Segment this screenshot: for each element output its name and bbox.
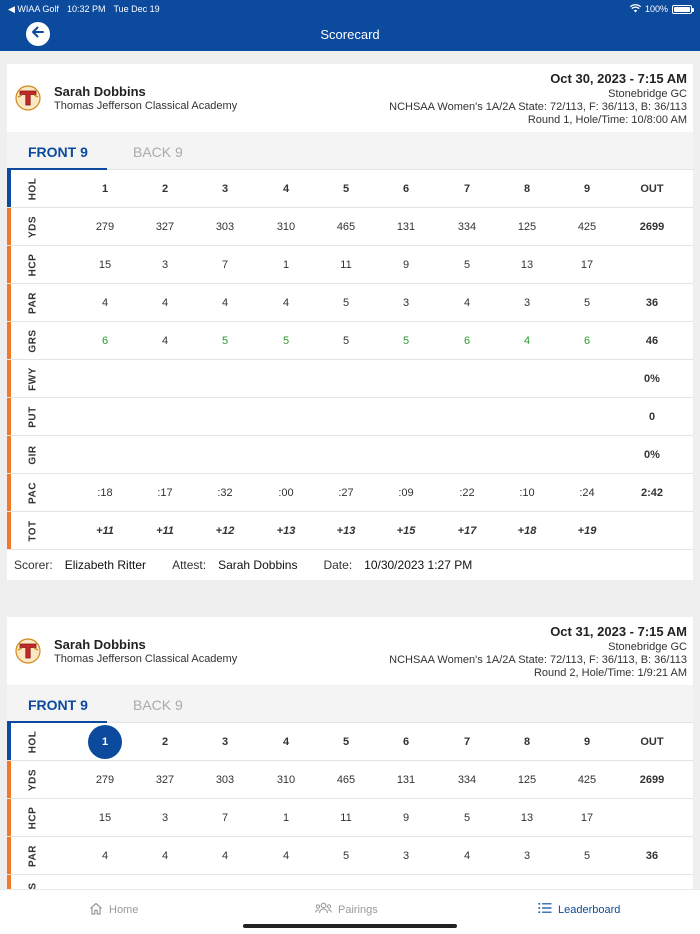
score-cell: 125 [517,220,537,233]
row-total [627,512,677,549]
status-time: 10:32 PM [66,3,106,14]
score-cell: 15 [98,258,112,271]
score-cell [80,360,130,397]
score-cell: 334 [457,220,477,233]
score-cell: 13 [520,258,534,271]
row-total [627,799,677,836]
score-cell: 310 [276,773,296,786]
row-accent-bar [7,436,11,473]
score-row-yds [7,208,693,246]
player-school: Thomas Jefferson Classical Academy [54,653,238,665]
row-accent-bar [7,208,11,245]
score-row-hcp [7,246,693,284]
score-cell: 334 [457,773,477,786]
round-date: Oct 30, 2023 - 7:15 AM [550,71,687,86]
score-row-yds [7,761,693,799]
score-cell: 3 [402,296,410,309]
row-label: PAC [27,481,39,504]
score-cell: +17 [457,524,477,537]
score-row-par [7,837,693,875]
row-accent-bar [7,284,11,321]
row-total: 2:42 [640,486,664,499]
tab-pairings-label: Pairings [338,903,378,916]
score-cell: +18 [517,524,537,537]
score-cell: :17 [157,486,173,499]
score-cell [381,398,431,435]
back-button[interactable] [26,22,50,46]
score-cell: 4 [221,849,229,862]
school-logo [15,638,41,664]
score-cell [261,436,311,473]
score-cell: 465 [336,220,356,233]
score-cell[interactable]: 7 [463,735,471,748]
tab-pairings[interactable] [315,902,378,917]
score-cell: 4 [101,296,109,309]
row-label: HOL [27,177,39,200]
round-info [389,71,687,127]
score-cell[interactable]: 4 [282,182,290,195]
row-accent-bar [7,360,11,397]
score-cell [562,436,612,473]
battery-percent: 100% [644,4,668,14]
tab-home[interactable] [89,902,138,918]
score-row-hol [7,723,693,761]
score-cell: 4 [523,334,531,347]
status-date: Tue Dec 19 [113,3,160,14]
row-total: 36 [645,296,659,309]
score-cell: 1 [282,258,290,271]
score-row-gir [7,436,693,474]
row-label: YDS [27,215,39,238]
row-accent-bar [7,474,11,511]
status-carrier: ◀ WIAA Golf [8,3,59,14]
score-grid [7,723,693,913]
score-cell: +13 [336,524,356,537]
score-cell [261,360,311,397]
course-name: Stonebridge GC [608,88,687,100]
score-cell [80,398,130,435]
row-total: OUT [640,735,664,748]
page-title: Scorecard [320,27,380,42]
tab-bar [0,889,700,934]
score-cell [442,360,492,397]
player-name: Sarah Dobbins [54,84,146,99]
signoff-date-label: Date: [323,558,353,572]
score-row-par [7,284,693,322]
score-cell[interactable]: 4 [282,735,290,748]
score-cell: 5 [221,334,229,347]
row-total: 0% [644,448,660,461]
score-cell [200,360,250,397]
score-cell: 327 [155,220,175,233]
score-cell: 1 [282,811,290,824]
row-accent-bar [7,837,11,874]
score-cell: 6 [463,334,471,347]
current-hole-marker: 1 [88,725,122,759]
score-cell [200,398,250,435]
row-total [627,246,677,283]
list-icon [538,902,552,917]
score-cell: 5 [402,334,410,347]
scorecard-round-2 [7,617,693,889]
score-cell: 3 [523,849,531,862]
score-cell [321,360,371,397]
score-cell [261,398,311,435]
battery-icon [672,5,692,14]
score-cell: :22 [459,486,475,499]
row-label: GRS [27,328,39,353]
score-cell: 15 [98,811,112,824]
score-cell: :18 [97,486,113,499]
group-icon [315,902,332,917]
score-cell: 3 [161,811,169,824]
scorer-name: Elizabeth Ritter [64,558,147,572]
score-cell: 425 [577,773,597,786]
score-cell[interactable]: 8 [523,182,531,195]
card-header [7,617,693,685]
score-cell[interactable]: 3 [221,735,229,748]
score-cell: 11 [340,811,352,824]
course-name: Stonebridge GC [608,641,687,653]
score-cell: 4 [161,296,169,309]
row-total: 2699 [639,220,665,233]
attest-label: Attest: [172,558,207,572]
score-cell[interactable]: 2 [161,735,169,748]
score-cell: +12 [215,524,235,537]
nine-tabs [7,132,693,170]
event-info: NCHSAA Women's 1A/2A State: 72/113, F: 36/113, B: 36/113 [389,654,687,666]
score-cell: 5 [583,849,591,862]
row-accent-bar [7,761,11,798]
row-total: 36 [645,849,659,862]
score-cell: 279 [95,220,115,233]
score-cell[interactable]: 9 [583,735,591,748]
score-cell [140,436,190,473]
score-cell [140,360,190,397]
score-cell[interactable]: 6 [402,182,410,195]
score-cell[interactable]: 6 [402,735,410,748]
score-cell: 425 [577,220,597,233]
nine-tabs [7,685,693,723]
score-cell [321,436,371,473]
score-cell[interactable]: 5 [342,182,350,195]
score-cell[interactable]: 5 [342,735,350,748]
wifi-icon [630,4,641,15]
score-cell: 4 [282,849,290,862]
score-cell [140,398,190,435]
score-cell [321,398,371,435]
score-grid [7,170,693,550]
score-cell: 3 [161,258,169,271]
row-label: GIR [27,444,39,465]
score-cell: 4 [161,849,169,862]
score-cell: 5 [463,258,471,271]
score-cell: 3 [402,849,410,862]
score-cell: 4 [463,849,471,862]
score-cell[interactable]: 2 [161,182,169,195]
score-cell [381,436,431,473]
card-header [7,64,693,132]
score-row-hol [7,170,693,208]
score-cell [562,398,612,435]
tab-leaderboard[interactable] [538,902,620,917]
score-cell: 5 [463,811,471,824]
score-cell: 5 [583,296,591,309]
row-accent-bar [7,512,11,549]
score-cell [502,360,552,397]
score-cell: 13 [520,811,534,824]
player-name: Sarah Dobbins [54,637,146,652]
score-cell [381,360,431,397]
score-cell: 279 [95,773,115,786]
score-cell: +15 [396,524,416,537]
score-cell: 5 [342,334,350,347]
status-bar [0,0,700,18]
score-cell[interactable]: 1 [101,182,109,195]
row-label: FWY [27,366,39,391]
score-cell: :00 [278,486,294,499]
score-row-tot [7,512,693,550]
scorecard-signoff [7,550,693,580]
score-cell [502,436,552,473]
row-label: HCP [27,253,39,276]
score-cell: +13 [276,524,296,537]
score-cell: 4 [101,849,109,862]
score-row-fwy [7,360,693,398]
score-cell[interactable]: 3 [221,182,229,195]
score-cell[interactable]: 8 [523,735,531,748]
score-cell: +11 [96,524,114,537]
row-label: YDS [27,768,39,791]
row-total: 2699 [639,773,665,786]
score-cell: :10 [519,486,535,499]
score-cell: 303 [215,220,235,233]
round-info [389,624,687,680]
score-cell: :24 [579,486,595,499]
score-cell: 125 [517,773,537,786]
signoff-date: 10/30/2023 1:27 PM [364,558,473,572]
score-cell [442,398,492,435]
score-cell [200,436,250,473]
round-hole-time: Round 2, Hole/Time: 1/9:21 AM [533,667,687,679]
score-cell[interactable]: 7 [463,182,471,195]
score-cell [80,436,130,473]
score-cell [502,398,552,435]
score-cell: 11 [340,258,352,271]
score-cell: 4 [161,334,169,347]
row-label: TOT [27,519,39,542]
score-row-pac [7,474,693,512]
row-label: PAR [27,844,39,867]
row-accent-bar [7,799,11,836]
row-accent-bar [7,246,11,283]
score-row-put [7,398,693,436]
row-total: OUT [640,182,664,195]
score-cell: 7 [221,258,229,271]
score-cell: :32 [217,486,233,499]
score-cell: 5 [342,849,350,862]
score-cell: 4 [463,296,471,309]
score-cell: :27 [338,486,354,499]
tab-front-9[interactable]: FRONT 9 [28,697,88,713]
score-cell: :09 [398,486,414,499]
score-cell: 4 [282,296,290,309]
score-row-hcp [7,799,693,837]
score-cell: 5 [342,296,350,309]
row-accent-bar [7,322,11,359]
scorer-label: Scorer: [14,558,53,572]
score-cell: 310 [276,220,296,233]
home-icon [89,902,103,918]
row-label: HOL [27,730,39,753]
score-row-grs [7,322,693,360]
score-cell: 131 [396,220,416,233]
score-cell: 3 [523,296,531,309]
tab-front-9[interactable]: FRONT 9 [28,144,88,160]
row-label: HCP [27,806,39,829]
round-hole-time: Round 1, Hole/Time: 10/8:00 AM [527,114,687,126]
score-cell: 5 [282,334,290,347]
row-accent-bar [7,170,11,207]
row-total: 46 [645,334,659,347]
row-accent-bar [7,723,11,760]
score-cell: 6 [583,334,591,347]
tab-home-label: Home [109,904,139,916]
score-cell[interactable] [80,723,130,760]
score-cell: 9 [402,258,410,271]
row-label: PUT [27,405,39,428]
round-date: Oct 31, 2023 - 7:15 AM [550,624,687,639]
score-cell: 465 [336,773,356,786]
score-cell[interactable]: 9 [583,182,591,195]
score-cell: 17 [580,258,594,271]
home-indicator [243,924,457,928]
score-cell: 17 [580,811,594,824]
scorecard-list[interactable] [0,51,700,889]
row-total: 0% [644,372,660,385]
scorecard-round-1 [7,64,693,580]
nav-bar [0,18,700,51]
score-cell: +11 [156,524,174,537]
tab-leaderboard-label: Leaderboard [558,903,621,916]
score-cell: 4 [221,296,229,309]
row-label: PAR [27,291,39,314]
score-cell: +19 [577,524,597,537]
score-cell [562,360,612,397]
score-cell: 7 [221,811,229,824]
attest-name: Sarah Dobbins [218,558,298,572]
score-cell: 327 [155,773,175,786]
school-logo [15,85,41,111]
score-cell: 9 [402,811,410,824]
score-cell [442,436,492,473]
player-school: Thomas Jefferson Classical Academy [54,100,238,112]
arrow-left-icon [30,24,46,45]
tab-back-9[interactable]: BACK 9 [133,144,183,160]
score-cell: 6 [101,334,109,347]
score-cell: 131 [396,773,416,786]
row-total: 0 [648,410,656,423]
event-info: NCHSAA Women's 1A/2A State: 72/113, F: 36/113, B: 36/113 [389,101,687,113]
tab-back-9[interactable]: BACK 9 [133,697,183,713]
score-cell: 303 [215,773,235,786]
row-accent-bar [7,398,11,435]
